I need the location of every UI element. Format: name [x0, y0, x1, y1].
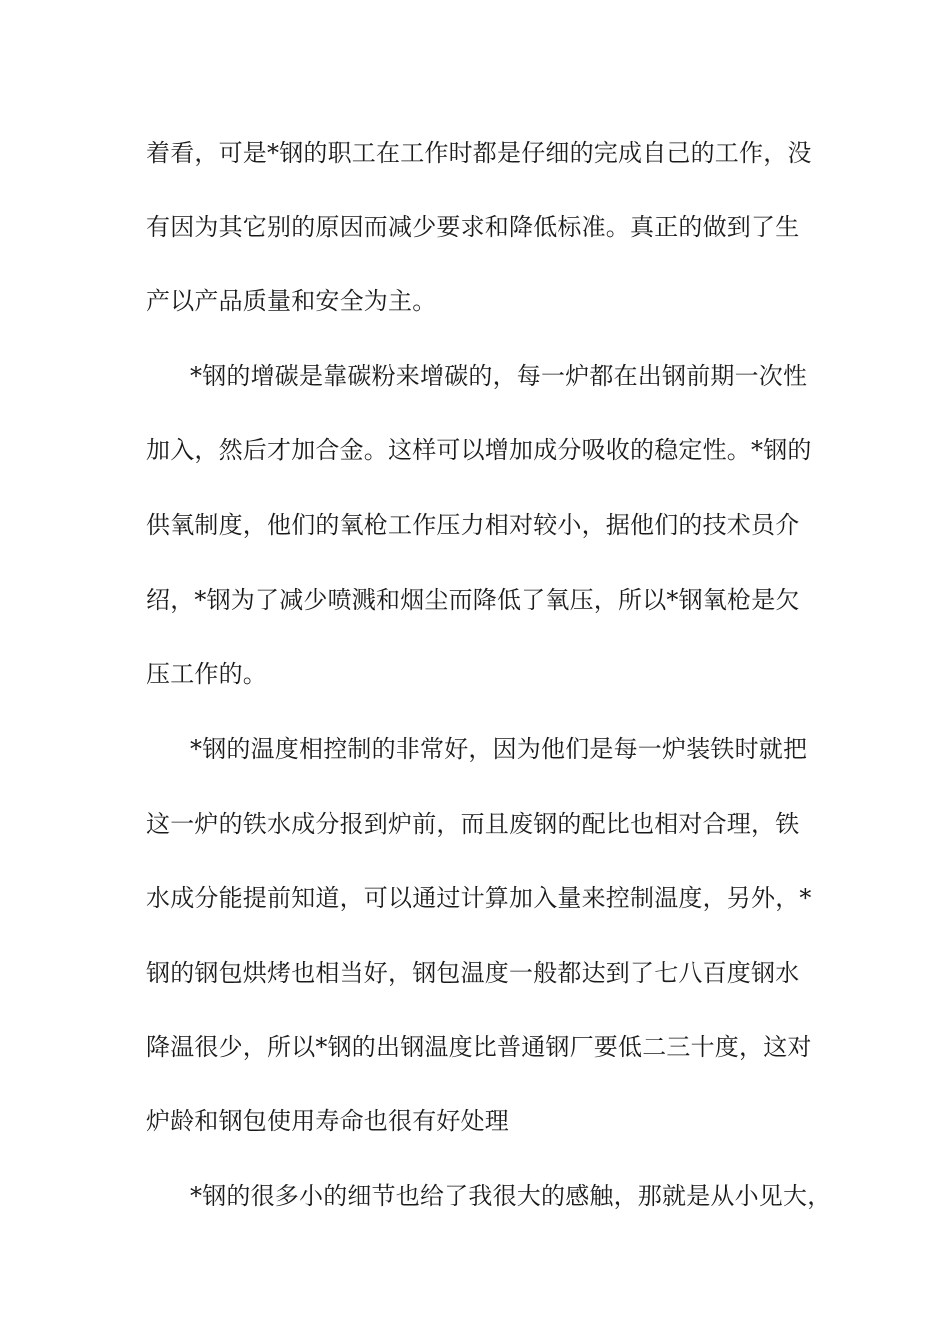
text-line: 有因为其它别的原因而减少要求和降低标准。真正的做到了生: [146, 213, 800, 241]
text-line: 着看，可是*钢的职工在工作时都是仔细的完成自己的工作，没: [146, 139, 812, 167]
text-line: 水成分能提前知道，可以通过计算加入量来控制温度，另外，*: [146, 884, 812, 912]
paragraph-first-line: *钢的很多小的细节也给了我很大的感触，那就是从小见大，: [190, 1182, 832, 1210]
text-line: 降温很少，所以*钢的出钢温度比普通钢厂要低二三十度，这对: [146, 1033, 812, 1061]
text-line: 供氧制度，他们的氧枪工作压力相对较小，据他们的技术员介: [146, 511, 800, 539]
paragraph-first-line: *钢的增碳是靠碳粉来增碳的，每一炉都在出钢前期一次性: [190, 362, 808, 390]
text-line: 钢的钢包烘烤也相当好，钢包温度一般都达到了七八百度钢水: [146, 959, 800, 987]
text-line: 加入，然后才加合金。这样可以增加成分吸收的稳定性。*钢的: [146, 436, 812, 464]
text-line: 炉龄和钢包使用寿命也很有好处理: [146, 1107, 509, 1135]
text-line: 绍，*钢为了减少喷溅和烟尘而降低了氧压，所以*钢氧枪是欠: [146, 586, 800, 614]
text-line: 产以产品质量和安全为主。: [146, 287, 437, 315]
paragraph-first-line: *钢的温度相控制的非常好，因为他们是每一炉装铁时就把: [190, 735, 808, 763]
text-line: 压工作的。: [146, 660, 267, 688]
text-line: 这一炉的铁水成分报到炉前，而且废钢的配比也相对合理，铁: [146, 810, 800, 838]
